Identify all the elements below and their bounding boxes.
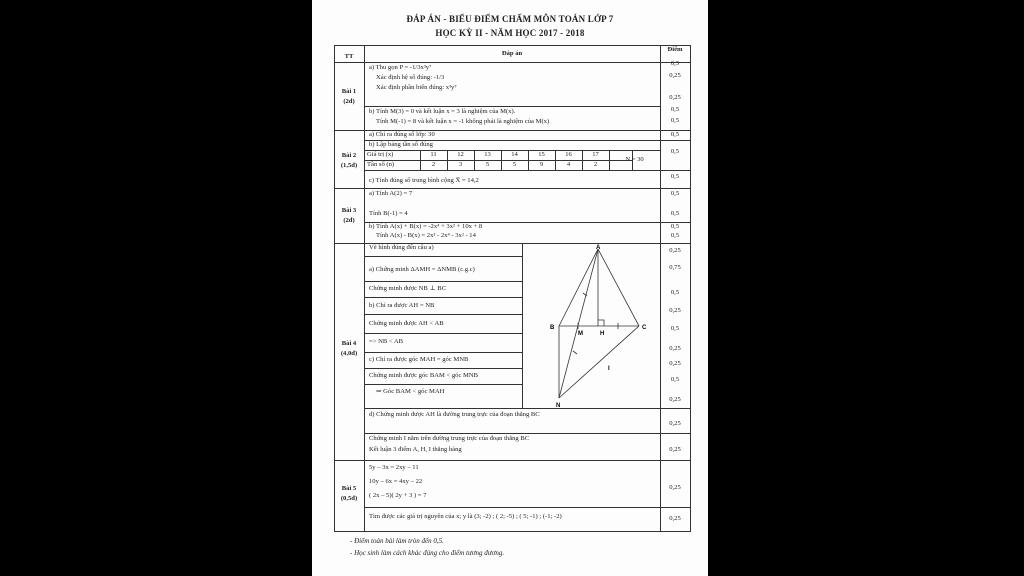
bai4-line-4: b) Chỉ ra được AH = NB — [369, 302, 435, 309]
bai4-score-2: 0,75 — [669, 264, 681, 271]
label-c: C — [642, 325, 647, 331]
freq-x-cell: 14 — [511, 151, 518, 158]
bai2-score-3: 0,5 — [670, 173, 680, 180]
bai2-label: Bài 2 — [341, 152, 357, 159]
bai4-line-2: a) Chứng minh ΔAMH = ΔNMB (c.g.c) — [369, 266, 475, 273]
bai4-row-line — [364, 352, 522, 353]
bai4-line-10: d) Chứng minh được AH là đường trung trực của đoạn thẳng BC — [369, 411, 540, 418]
table-right-border — [690, 45, 691, 531]
bai4-label: Bài 4 — [341, 340, 357, 347]
bai4-row-line — [364, 384, 522, 385]
bai2-score-2: 0,5 — [670, 148, 680, 155]
freq-x-cell: 17 — [592, 151, 599, 158]
bai2-b: b) Lập bảng tần số đúng — [369, 141, 433, 148]
table-top-border — [334, 45, 691, 46]
segment-ab — [559, 249, 598, 326]
bai4-split-d2 — [364, 433, 690, 434]
bai4-score-10: 0,25 — [669, 420, 681, 427]
answer-key-page — [312, 0, 708, 576]
label-i: I — [608, 366, 610, 372]
bai4-score-8: 0,5 — [670, 376, 680, 383]
label-n: N — [556, 403, 561, 408]
label-b: B — [550, 325, 555, 331]
table-bottom-border — [334, 531, 691, 532]
table-left-border — [334, 45, 335, 531]
bai3-score-2: 0,5 — [670, 210, 680, 217]
bai4-score-9: 0,25 — [669, 396, 681, 403]
title-line-1: ĐÁP ÁN - BIỂU ĐIỂM CHẤM MÔN TOÁN LỚP 7 — [406, 14, 614, 24]
bai3-b-line1: b) Tính A(x) + B(x) = -2x⁴ + 3x² + 10x + 8 — [369, 223, 483, 230]
bai4-bottom — [334, 460, 691, 461]
segment-nc — [559, 326, 639, 398]
bai3-label: Bài 3 — [341, 207, 357, 214]
bai4-score-3: 0,5 — [670, 289, 680, 296]
freq-n-cell: 5 — [485, 161, 490, 168]
freq-x-cell: 13 — [484, 151, 491, 158]
freq-row2-label: Tần số (n) — [367, 161, 395, 168]
bai5-points: (0,5đ) — [340, 495, 358, 502]
bai1-a-line1: a) Thu gọn P = -1/3x³y⁷ — [369, 64, 432, 71]
bai2-points: (1,5đ) — [340, 162, 358, 169]
bai4-line-8: Chứng minh được góc BAM < góc MNB — [369, 372, 479, 379]
bai1-split — [364, 106, 660, 107]
bai1-score-4: 0,5 — [670, 106, 680, 113]
segment-an — [559, 249, 598, 398]
header-diem: Điểm — [667, 46, 683, 53]
bai4-row-line — [364, 368, 522, 369]
bai3-a-line2: Tính B(-1) = 4 — [369, 210, 408, 217]
bai5-score-2: 0,25 — [669, 515, 681, 522]
bai1-b-line2: Tính M(-1) = 8 và kết luận x = -1 không phải là nghiệm của M(x) — [376, 118, 550, 125]
bai4-score-6: 0,25 — [669, 345, 681, 352]
freq-n-cell: 5 — [512, 161, 517, 168]
bai5-line-2: 10y – 6x = 4xy – 22 — [369, 478, 423, 485]
bai4-points: (4,0đ) — [340, 350, 358, 357]
bai4-figure-divider — [522, 243, 523, 408]
bai4-row-line — [364, 297, 522, 298]
bai2-score-1: 0,5 — [670, 131, 680, 138]
bai4-line-12: Kết luận 3 điểm A, H, I thẳng hàng — [369, 446, 462, 453]
bai2-freq-bottom — [364, 170, 690, 171]
freq-x-cell: 16 — [565, 151, 572, 158]
bai2-bottom — [334, 188, 691, 189]
bai4-row-line — [364, 314, 522, 315]
bai1-a-line2: Xác định hệ số đúng: -1/3 — [376, 74, 445, 81]
bai4-row-line — [364, 333, 522, 334]
bai4-row-line — [364, 281, 522, 282]
bai3-score-1: 0,5 — [670, 190, 680, 197]
freq-n-cell: 2 — [593, 161, 598, 168]
freq-n-cell: 9 — [539, 161, 544, 168]
bai4-line-3: Chứng minh được NB ⊥ BC — [369, 285, 447, 292]
bai5-line-4: Tìm được các giá trị nguyên của x; y là (3; -2) ; ( 2; -5) ; ( 5; -1) ; (-1; -2) — [369, 513, 562, 520]
bai2-c: c) Tính đúng số trung bình cộng X̅ = 14,2 — [369, 177, 479, 184]
freq-row1-label: Giá trị (x) — [367, 151, 394, 158]
bai1-a-line3: Xác định phần biến đúng: x³y⁷ — [376, 84, 457, 91]
title-line-2: HỌC KỲ II - NĂM HỌC 2017 - 2018 — [435, 28, 585, 38]
label-a: A — [596, 245, 601, 251]
bai1-score-1: 0,5 — [670, 60, 680, 67]
bai3-points: (2đ) — [343, 217, 355, 224]
bai5-label: Bài 5 — [341, 485, 357, 492]
bai3-a: a) Tính A(2) = 7 — [369, 190, 413, 197]
right-angle-mark — [598, 320, 604, 326]
bai5-line-1: 5y – 3x = 2xy – 11 — [369, 464, 419, 471]
bai4-line-1: Vẽ hình đúng đến câu a) — [369, 244, 434, 251]
segment-ac — [598, 249, 639, 326]
header-tt: TT — [344, 53, 354, 60]
bai4-score-1: 0,25 — [669, 247, 681, 254]
bai4-score-7: 0,25 — [669, 360, 681, 367]
freq-x-cell: 15 — [538, 151, 545, 158]
tt-column-border — [364, 45, 365, 531]
label-m: M — [578, 331, 583, 337]
note-1: - Điểm toàn bài làm tròn đến 0,5. — [350, 537, 444, 545]
label-h: H — [600, 331, 605, 337]
bai1-points: (2đ) — [343, 98, 355, 105]
bai1-b-line1: b) Tính M(3) = 0 và kết luận x = 3 là nghiệm của M(x). — [369, 108, 516, 115]
bai4-line-6: => NB < AB — [369, 338, 404, 345]
bai4-score-5: 0,5 — [670, 325, 680, 332]
freq-n-cell: 2 — [431, 161, 436, 168]
freq-n-cell: 3 — [458, 161, 463, 168]
bai1-label: Bài 1 — [341, 88, 357, 95]
tick-mark — [573, 351, 577, 354]
bai1-score-3: 0,25 — [669, 94, 681, 101]
bai4-line-5: Chứng minh được AH < AB — [369, 320, 444, 327]
bai4-line-9: ⇒ Góc BAM < góc MAH — [376, 388, 445, 395]
bai5-line-3: ( 2x – 5)( 2y + 3 ) = 7 — [369, 492, 427, 499]
bai2-a: a) Chỉ ra đúng số lớp: 30 — [369, 131, 435, 138]
bai1-score-5: 0,5 — [670, 117, 680, 124]
bai5-split — [364, 507, 690, 508]
freq-x-cell: 11 — [430, 151, 437, 158]
freq-x-cell: 12 — [457, 151, 464, 158]
bai4-split-d — [364, 408, 690, 409]
freq-total: N = 30 — [625, 156, 644, 163]
note-2: - Học sinh làm cách khác đúng cho điểm tương đương. — [350, 549, 505, 557]
bai1-score-2: 0,25 — [669, 72, 681, 79]
bai4-row-line — [364, 256, 522, 257]
bai4-line-7: c) Chỉ ra được góc MAH = góc MNB — [369, 356, 469, 363]
geometry-figure — [544, 243, 659, 408]
freq-n-cell: 4 — [566, 161, 571, 168]
bai3-score-3: 0,5 — [670, 223, 680, 230]
bai4-score-4: 0,25 — [669, 307, 681, 314]
bai3-b-line2: Tính A(x) - B(x) = 2x³ - 2x⁴ - 3x² - 14 — [376, 232, 476, 239]
bai5-score-1: 0,25 — [669, 484, 681, 491]
bai4-score-11: 0,25 — [669, 446, 681, 453]
header-bottom-border — [334, 62, 691, 63]
bai4-line-11: Chứng minh I nằm trên đường trung trực của đoạn thẳng BC — [369, 435, 530, 442]
bai3-score-4: 0,5 — [670, 232, 680, 239]
header-dap-an: Đáp án — [501, 50, 523, 57]
